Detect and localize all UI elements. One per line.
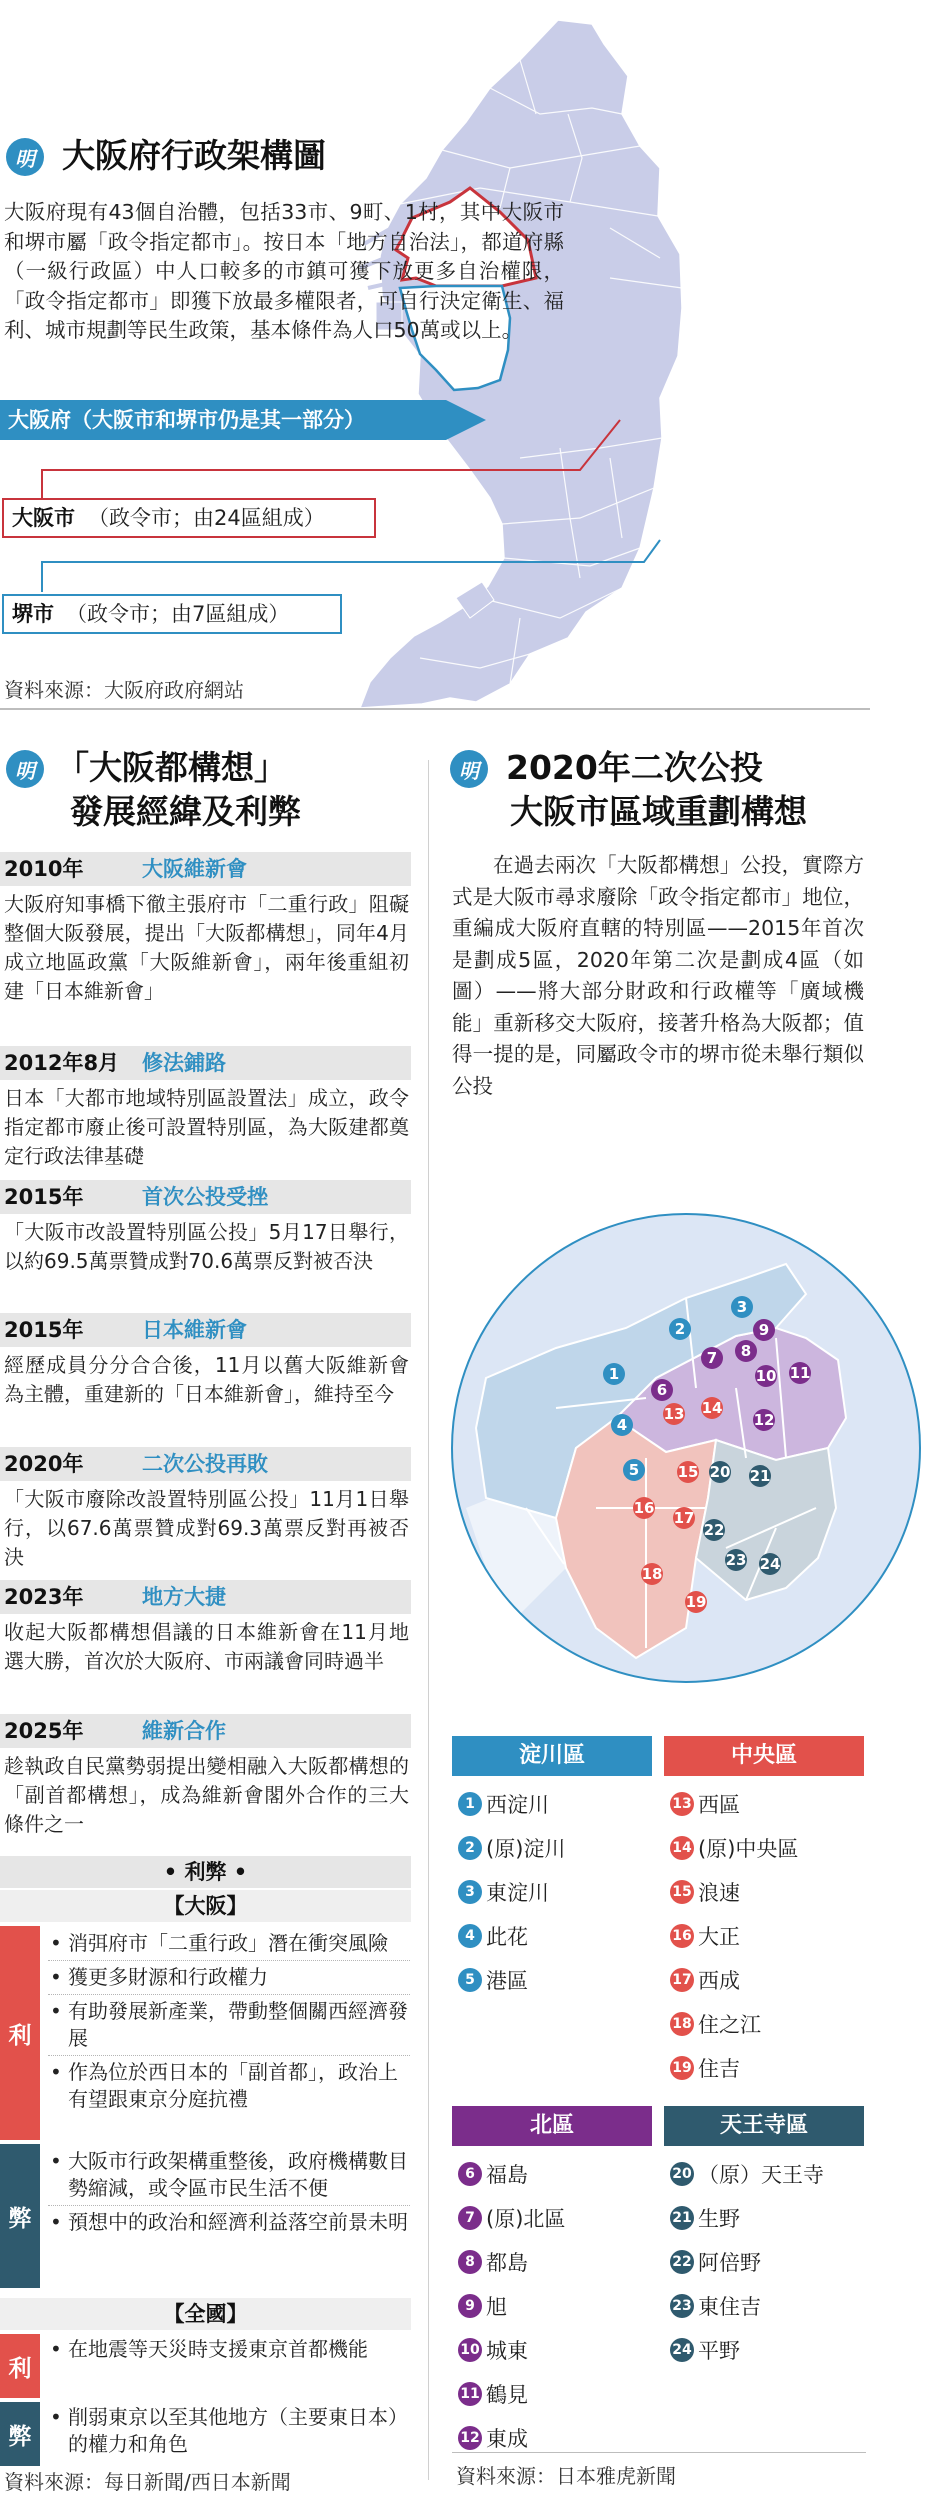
timeline-title: 二次公投再敗 <box>142 1452 268 1476</box>
legend-header-tennoji: 天王寺區 <box>664 2106 864 2146</box>
timeline-entry-header <box>0 1447 411 1481</box>
list-item: • 削弱東京以至其他地方（主要東日本）的權力和角色 <box>48 2404 410 2461</box>
list-item: 19 住吉 <box>670 2046 798 2090</box>
svg-text:16: 16 <box>633 1499 655 1517</box>
timeline-body: 趁執政自民黨勢弱提出變相融入大阪都構想的「副首都構想」，成為維新會閣外合作的三大條件之一 <box>4 1754 409 1836</box>
national-cons-list <box>48 2404 410 2464</box>
svg-text:5: 5 <box>628 1461 640 1479</box>
timeline-entry-header <box>0 1046 411 1080</box>
national-pros-list <box>48 2336 410 2369</box>
section3-paragraph: 在過去兩次「大阪都構想」公投，實際方式是大阪市尋求廢除「政令指定都市」地位，重編成大阪府直轄的特別區——2015年首次是劃成5區，2020年第二次是劃成4區（如圖）——將大部分財政和行政權等「廣域機能」重新移交大阪府，接著升格為大阪都；值得一提的是，同屬政令市的堺市從未舉行類似公投 <box>452 853 864 1098</box>
timeline-year: 2020年 <box>4 1452 84 1476</box>
prefecture-callout-label: 大阪府（大阪市和堺市仍是其一部分） <box>8 408 365 432</box>
osaka-city-note: （政令市；由24區組成） <box>88 506 325 530</box>
timeline-body: 日本「大都市地域特別區設置法」成立，政令指定都市廢止後可設置特別區，為大阪建都奠定行政法律基礎 <box>4 1086 409 1168</box>
list-item: 16 大正 <box>670 1914 798 1958</box>
list-item: 5 港區 <box>458 1958 565 2002</box>
svg-text:9: 9 <box>758 1321 770 1339</box>
section3-source: 資料來源：日本雅虎新聞 <box>456 2464 676 2488</box>
legend-list-kita <box>458 2152 565 2460</box>
timeline-body: 「大阪市改設置特別區公投」5月17日舉行，以約69.5萬票贊成對70.6萬票反對被否決 <box>4 1220 409 1273</box>
list-item: 20 （原）天王寺 <box>670 2152 824 2196</box>
svg-text:18: 18 <box>641 1565 663 1583</box>
timeline-entry-header <box>0 1180 411 1214</box>
sakai-city-callout <box>2 594 342 634</box>
sakai-city-name: 堺市 <box>12 602 54 626</box>
timeline-entry-header <box>0 852 411 886</box>
section3-title-line2: 大阪市區域重劃構想 <box>510 792 807 831</box>
section1-divider <box>0 708 870 710</box>
svg-text:20: 20 <box>709 1463 731 1481</box>
list-item: 17 西成 <box>670 1958 798 2002</box>
svg-text:7: 7 <box>706 1349 718 1367</box>
svg-text:8: 8 <box>740 1342 752 1360</box>
osaka-pro-label: 利 <box>0 1926 40 2140</box>
list-item: • 預想中的政治和經濟利益落空前景未明 <box>48 2209 410 2239</box>
list-item: 14 (原)中央區 <box>670 1826 798 1870</box>
timeline-year: 2012年8月 <box>4 1051 120 1075</box>
timeline-title: 大阪維新會 <box>142 857 247 881</box>
ming-logo-icon: 明 <box>6 138 44 176</box>
list-item: • 有助發展新產業，帶動整個關西經濟發展 <box>48 1998 410 2056</box>
national-pro-label: 利 <box>0 2334 40 2398</box>
svg-text:19: 19 <box>685 1593 707 1611</box>
legend-list-chuo <box>670 1782 798 2090</box>
timeline-title: 修法鋪路 <box>142 1051 226 1075</box>
section2-title-line1: 「大阪都構想」 <box>56 748 287 787</box>
section2-source: 資料來源：每日新聞/西日本新聞 <box>4 2470 291 2494</box>
list-item: • 作為位於西日本的「副首都」，政治上有望跟東京分庭抗禮 <box>48 2059 410 2116</box>
osaka-con-label: 弊 <box>0 2144 40 2288</box>
list-item: 2 (原)淀川 <box>458 1826 565 1870</box>
list-item: • 消弭府市「二重行政」潛在衝突風險 <box>48 1930 410 1961</box>
legend-header-chuo: 中央區 <box>664 1736 864 1776</box>
svg-text:11: 11 <box>789 1364 811 1382</box>
timeline-year: 2023年 <box>4 1585 84 1609</box>
osaka-city-district-map-icon <box>446 1208 926 1688</box>
national-band: 【全國】 <box>0 2298 411 2330</box>
pros-cons-title: • 利弊 • <box>0 1856 411 1888</box>
legend-list-tennoji <box>670 2152 824 2372</box>
svg-text:21: 21 <box>749 1467 771 1485</box>
ming-logo-icon: 明 <box>6 750 44 788</box>
list-item: 24 平野 <box>670 2328 824 2372</box>
list-item: 6 福島 <box>458 2152 565 2196</box>
sakai-city-note: （政令市；由7區組成） <box>66 602 290 626</box>
svg-text:10: 10 <box>755 1367 777 1385</box>
list-item: 9 旭 <box>458 2284 565 2328</box>
timeline-year: 2015年 <box>4 1185 84 1209</box>
list-item: 1 西淀川 <box>458 1782 565 1826</box>
list-item: • 大阪市行政架構重整後，政府機構數目勢縮減，或令區市民生活不便 <box>48 2148 410 2206</box>
timeline-year: 2010年 <box>4 857 84 881</box>
section1-paragraph: 大阪府現有43個自治體，包括33市、9町、1村，其中大阪市和堺市屬「政令指定都市」。按日本「地方自治法」，都道府縣（一級行政區）中人口較多的市鎮可獲下放更多自治權限，「政令指定都市」即獲下放最多權限者，可自行決定衛生、福利、城市規劃等民生政策，基本條件為人口50萬或以上。 <box>4 200 564 342</box>
list-item: 10 城東 <box>458 2328 565 2372</box>
list-item: • 在地震等天災時支援東京首都機能 <box>48 2336 410 2366</box>
osaka-city-name: 大阪市 <box>12 506 75 530</box>
svg-text:15: 15 <box>677 1463 699 1481</box>
svg-text:17: 17 <box>673 1509 695 1527</box>
list-item: 18 住之江 <box>670 2002 798 2046</box>
timeline-body: 大阪府知事橋下徹主張府市「二重行政」阻礙整個大阪發展，提出「大阪都構想」，同年4月成立地區政黨「大阪維新會」，兩年後重組初建「日本維新會」 <box>4 892 409 1003</box>
timeline-year: 2015年 <box>4 1318 84 1342</box>
list-item: 22 阿倍野 <box>670 2240 824 2284</box>
list-item: 13 西區 <box>670 1782 798 1826</box>
timeline-title: 維新合作 <box>142 1719 226 1743</box>
section2-title-line2: 發展經緯及利弊 <box>70 792 301 831</box>
list-item: 15 浪速 <box>670 1870 798 1914</box>
osaka-city-callout <box>2 498 376 538</box>
svg-text:14: 14 <box>701 1399 723 1417</box>
list-item: 7 (原)北區 <box>458 2196 565 2240</box>
timeline-entry-header <box>0 1580 411 1614</box>
timeline-title: 首次公投受挫 <box>142 1185 268 1209</box>
list-item: 4 此花 <box>458 1914 565 1958</box>
svg-text:6: 6 <box>656 1381 668 1399</box>
timeline-title: 地方大捷 <box>142 1585 226 1609</box>
timeline-entry-header <box>0 1714 411 1748</box>
list-item: 21 生野 <box>670 2196 824 2240</box>
legend-header-kita: 北區 <box>452 2106 652 2146</box>
svg-text:23: 23 <box>725 1551 747 1569</box>
ming-logo-icon: 明 <box>450 750 488 788</box>
osaka-cons-list <box>48 2148 410 2242</box>
osaka-pros-list <box>48 1930 410 2119</box>
svg-text:12: 12 <box>753 1411 775 1429</box>
list-item: 12 東成 <box>458 2416 565 2460</box>
svg-text:4: 4 <box>616 1416 628 1434</box>
timeline-entry-header <box>0 1313 411 1347</box>
svg-text:1: 1 <box>608 1365 620 1383</box>
timeline-title: 日本維新會 <box>142 1318 247 1342</box>
timeline-body: 經歷成員分分合合後，11月以舊大阪維新會為主體，重建新的「日本維新會」，維持至今 <box>4 1353 409 1406</box>
section1-title: 大阪府行政架構圖 <box>62 136 326 175</box>
svg-text:13: 13 <box>663 1405 685 1423</box>
list-item: 23 東住吉 <box>670 2284 824 2328</box>
column-divider <box>428 760 429 2480</box>
legend-list-yodogawa <box>458 1782 565 2002</box>
osaka-band: 【大阪】 <box>0 1890 411 1922</box>
national-con-label: 弊 <box>0 2402 40 2466</box>
section1-source: 資料來源：大阪府政府網站 <box>4 678 244 702</box>
legend-header-yodogawa: 淀川區 <box>452 1736 652 1776</box>
list-item: • 獲更多財源和行政權力 <box>48 1964 410 1995</box>
list-item: 11 鶴見 <box>458 2372 565 2416</box>
svg-text:24: 24 <box>759 1555 781 1573</box>
timeline-body: 收起大阪都構想倡議的日本維新會在11月地選大勝，首次於大阪府、市兩議會同時過半 <box>4 1620 409 1673</box>
svg-text:3: 3 <box>736 1298 748 1316</box>
timeline-body: 「大阪市廢除改設置特別區公投」11月1日舉行，以67.6萬票贊成對69.3萬票反對再被否決 <box>4 1487 409 1569</box>
timeline-year: 2025年 <box>4 1719 84 1743</box>
section3-bottom-rule <box>452 2452 866 2453</box>
svg-text:2: 2 <box>674 1320 686 1338</box>
list-item: 3 東淀川 <box>458 1870 565 1914</box>
list-item: 8 都島 <box>458 2240 565 2284</box>
section3-title-line1: 2020年二次公投 <box>506 748 763 787</box>
svg-text:22: 22 <box>703 1521 725 1539</box>
